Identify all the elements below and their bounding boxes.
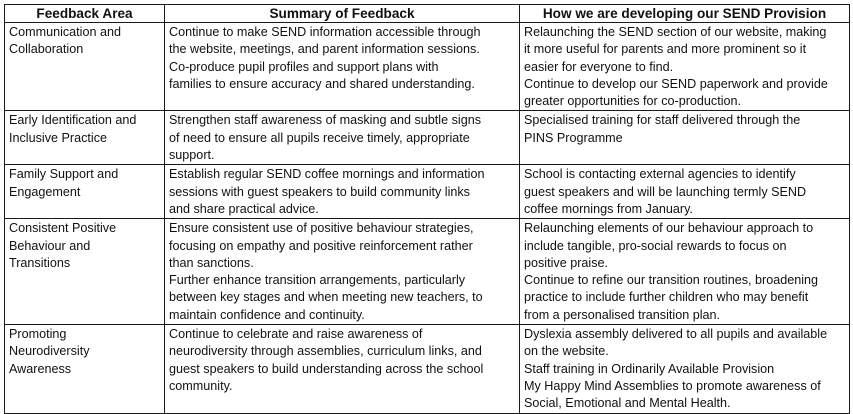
cell-text-line: Early Identification and [9,113,137,128]
cell-text-line: Collaboration [9,42,84,57]
cell-text-line: guest speakers to build understanding across the school [169,361,484,376]
cell-development [520,325,850,413]
cell-text-line: Continue to refine our transition routines, broadening [524,273,819,288]
cell-text-line: neurodiversity through assemblies, curriculum links, and [169,344,482,359]
cell-development [520,23,850,111]
table-row [5,219,850,325]
cell-text-line: practice to include further children who may benefit [524,290,809,305]
cell-text-line: Promoting [9,327,67,342]
cell-text-line: of need to ensure all pupils receive timely, appropriate [169,130,470,145]
header-send-provision-development: How we are developing our SEND Provision [520,5,850,23]
cell-summary [165,219,520,325]
cell-feedback-area [5,23,165,111]
cell-development [520,219,850,325]
cell-summary [165,23,520,111]
cell-summary [165,325,520,413]
cell-text-line: Behaviour and [9,238,91,253]
cell-development [520,111,850,165]
feedback-table [4,4,850,414]
cell-text-line: Establish regular SEND coffee mornings and information [169,167,485,182]
cell-text-line: Awareness [9,361,72,376]
cell-text-line: the website, meetings, and parent information sessions. [169,42,480,57]
cell-text-line: Staff training in Ordinarily Available Provision [524,361,775,376]
cell-text-line: Continue to develop our SEND paperwork and provide [524,76,828,91]
cell-text-line: coffee mornings from January. [524,201,693,216]
table-row [5,325,850,413]
cell-text-line: Neurodiversity [9,344,90,359]
cell-text-line: greater opportunities for co-production. [524,94,742,109]
table-row [5,111,850,165]
cell-text-line: than sanctions. [169,255,254,270]
cell-text-line: from a personalised transition plan. [524,307,721,322]
cell-text-line: Co-produce pupil profiles and support plans with [169,59,439,74]
cell-text-line: Relaunching the SEND section of our website, making [524,25,827,39]
cell-text-line: PINS Programme [524,130,623,145]
cell-text-line: Inclusive Practice [9,130,107,145]
cell-text-line: Specialised training for staff delivered through the [524,113,801,128]
cell-feedback-area [5,219,165,325]
cell-text-line: maintain confidence and continuity. [169,307,365,322]
cell-text-line: My Happy Mind Assemblies to promote awareness of [524,378,821,393]
cell-text-line: Further enhance transition arrangements, particularly [169,273,466,288]
cell-text-line: Ensure consistent use of positive behaviour strategies, [169,221,474,236]
cell-text-line: focusing on empathy and positive reinforcement rather [169,238,473,253]
table-row [5,23,850,111]
cell-feedback-area [5,325,165,413]
cell-text-line: sessions with guest speakers to build community links [169,184,470,199]
cell-text-line: families to ensure accuracy and shared understanding. [169,76,475,91]
cell-text-line: include tangible, pro-social rewards to focus on [524,238,787,253]
cell-text-line: Family Support and [9,167,119,182]
cell-development [520,165,850,219]
cell-text-line: on the website. [524,344,609,359]
cell-text-line: positive praise. [524,255,608,270]
table-body [5,23,850,414]
cell-text-line: community. [169,378,233,393]
cell-text-line: Consistent Positive [9,221,117,236]
cell-text-line: easier for everyone to find. [524,59,674,74]
cell-feedback-area [5,165,165,219]
cell-text-line: Continue to celebrate and raise awareness of [169,327,423,342]
cell-text-line: Continue to make SEND information accessible through [169,25,481,39]
cell-text-line: it more useful for parents and more prominent so it [524,42,807,57]
table-row [5,165,850,219]
feedback-table-container [4,4,849,414]
cell-text-line: Transitions [9,255,71,270]
cell-text-line: between key stages and when meeting new teachers, to [169,290,483,305]
cell-text-line: Relaunching elements of our behaviour approach to [524,221,814,236]
header-summary-of-feedback: Summary of Feedback [165,5,520,23]
cell-feedback-area [5,111,165,165]
cell-text-line: Strengthen staff awareness of masking and subtle signs [169,113,481,128]
cell-text-line: Social, Emotional and Mental Health. [524,396,731,411]
table-header-row [5,5,850,23]
cell-text-line: guest speakers and will be launching termly SEND [524,184,807,199]
cell-summary [165,165,520,219]
cell-text-line: Communication and [9,25,122,39]
cell-text-line: Engagement [9,184,81,199]
header-feedback-area: Feedback Area [5,5,165,23]
cell-text-line: Dyslexia assembly delivered to all pupils and available [524,327,828,342]
cell-text-line: support. [169,148,215,163]
cell-text-line: School is contacting external agencies to identify [524,167,796,182]
cell-text-line: and share practical advice. [169,201,319,216]
cell-summary [165,111,520,165]
